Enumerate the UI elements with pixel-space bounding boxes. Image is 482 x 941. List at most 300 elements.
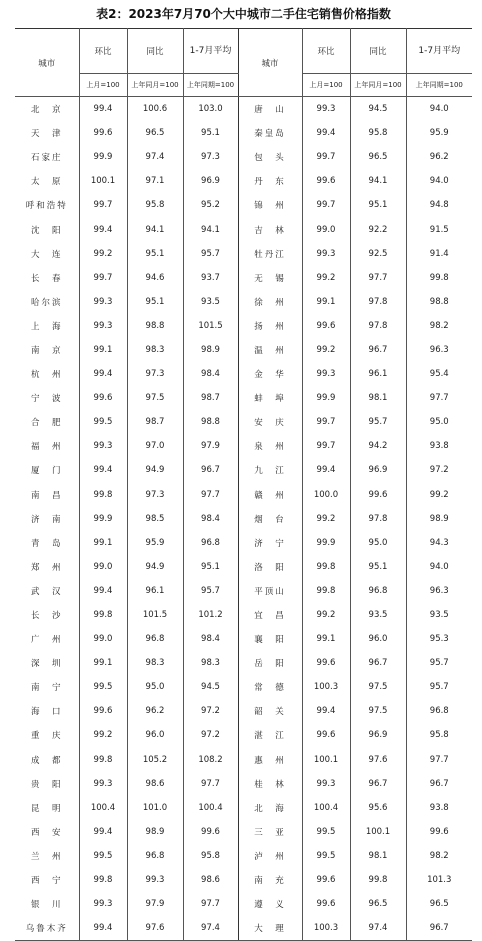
cell-yoy-left: 95.8 <box>127 193 183 217</box>
cell-city-left: 石家庄 <box>15 145 79 169</box>
table-row <box>15 145 472 169</box>
cell-city-left: 南 京 <box>15 338 79 362</box>
header-city-right: 城市 <box>238 29 302 97</box>
cell-yoy-left: 98.7 <box>127 410 183 434</box>
cell-ytd-right: 96.5 <box>429 899 449 910</box>
cell-yoy-right: 97.8 <box>350 314 406 338</box>
table-row <box>15 651 472 675</box>
cell-ytd-left: 98.4 <box>183 627 238 651</box>
table-row <box>15 458 472 482</box>
cell-city-left: 成 都 <box>15 748 79 772</box>
cell-yoy-left: 95.1 <box>127 290 183 314</box>
cell-ytd-right: 98.2 <box>429 320 449 331</box>
cell-mom-left: 99.8 <box>79 868 127 892</box>
cell-ytd-left: 101.2 <box>183 603 238 627</box>
header-mom-right: 环比 <box>302 29 350 74</box>
cell-city-right: 金 华 <box>238 362 302 386</box>
base-mom-left: 上月=100 <box>79 74 127 97</box>
table-row <box>15 266 472 290</box>
cell-city-right: 赣 州 <box>238 483 302 507</box>
table-row <box>15 603 472 627</box>
cell-mom-right: 99.3 <box>302 97 350 122</box>
cell-city-right: 锦 州 <box>238 193 302 217</box>
cell-city-left: 合 肥 <box>15 410 79 434</box>
cell-mom-left: 99.1 <box>79 651 127 675</box>
cell-ytd-left: 96.8 <box>183 531 238 555</box>
cell-mom-left: 99.8 <box>79 748 127 772</box>
base-yoy-left: 上年同月=100 <box>127 74 183 97</box>
cell-ytd-right: 96.8 <box>429 706 449 717</box>
cell-yoy-right: 97.8 <box>350 507 406 531</box>
cell-yoy-left: 101.5 <box>127 603 183 627</box>
cell-ytd-right: 96.7 <box>429 778 449 789</box>
table-row <box>15 97 472 122</box>
cell-yoy-left: 96.8 <box>127 844 183 868</box>
header-yoy-right: 同比 <box>350 29 406 74</box>
cell-yoy-left: 99.3 <box>127 868 183 892</box>
cell-city-left: 西 宁 <box>15 868 79 892</box>
table-row <box>15 820 472 844</box>
cell-yoy-left: 96.2 <box>127 699 183 723</box>
cell-yoy-left: 98.5 <box>127 507 183 531</box>
cell-city-right: 北 海 <box>238 796 302 820</box>
table-row <box>15 796 472 820</box>
table-row <box>15 483 472 507</box>
cell-ytd-right: 94.0 <box>429 176 449 187</box>
cell-yoy-right: 97.4 <box>350 916 406 941</box>
table-row <box>15 507 472 531</box>
cell-city-left: 海 口 <box>15 699 79 723</box>
cell-ytd-left: 97.7 <box>183 892 238 916</box>
cell-ytd-left: 97.7 <box>183 772 238 796</box>
cell-yoy-left: 98.3 <box>127 651 183 675</box>
cell-city-left: 沈 阳 <box>15 217 79 241</box>
cell-yoy-right: 97.8 <box>350 290 406 314</box>
cell-mom-left: 99.5 <box>79 844 127 868</box>
cell-mom-left: 99.4 <box>79 217 127 241</box>
cell-yoy-left: 98.8 <box>127 314 183 338</box>
cell-yoy-right: 95.0 <box>350 531 406 555</box>
cell-ytd-right: 99.8 <box>429 272 449 283</box>
cell-ytd-right: 95.3 <box>429 634 449 645</box>
cell-ytd-left: 95.7 <box>183 242 238 266</box>
cell-mom-left: 99.1 <box>79 531 127 555</box>
cell-mom-left: 99.4 <box>79 916 127 941</box>
cell-ytd-right: 91.5 <box>429 224 449 235</box>
cell-ytd-left: 101.5 <box>183 314 238 338</box>
cell-mom-left: 100.1 <box>79 169 127 193</box>
base-ytd-right: 上年同期=100 <box>406 74 472 97</box>
cell-yoy-left: 96.0 <box>127 723 183 747</box>
cell-yoy-right: 96.1 <box>350 362 406 386</box>
cell-city-left: 济 南 <box>15 507 79 531</box>
table-row <box>15 579 472 603</box>
cell-yoy-left: 101.0 <box>127 796 183 820</box>
cell-city-left: 杭 州 <box>15 362 79 386</box>
cell-mom-right: 99.1 <box>302 627 350 651</box>
table-row <box>15 916 472 941</box>
cell-mom-left: 99.5 <box>79 675 127 699</box>
cell-mom-right: 99.5 <box>302 820 350 844</box>
table-row <box>15 748 472 772</box>
cell-ytd-right: 93.8 <box>429 802 449 813</box>
cell-yoy-left: 98.9 <box>127 820 183 844</box>
cell-ytd-right: 95.8 <box>429 730 449 741</box>
cell-city-right: 常 德 <box>238 675 302 699</box>
cell-ytd-right: 98.2 <box>429 850 449 861</box>
cell-mom-left: 99.4 <box>79 97 127 122</box>
cell-mom-right: 99.9 <box>302 386 350 410</box>
cell-yoy-right: 98.1 <box>350 844 406 868</box>
cell-ytd-left: 96.7 <box>183 458 238 482</box>
cell-city-right: 唐 山 <box>238 97 302 122</box>
cell-mom-left: 99.0 <box>79 627 127 651</box>
cell-mom-right: 99.8 <box>302 555 350 579</box>
cell-mom-right: 99.1 <box>302 290 350 314</box>
cell-ytd-left: 98.6 <box>183 868 238 892</box>
cell-ytd-left: 95.1 <box>183 555 238 579</box>
cell-city-right: 洛 阳 <box>238 555 302 579</box>
cell-ytd-left: 103.0 <box>183 97 238 122</box>
cell-mom-left: 99.3 <box>79 892 127 916</box>
cell-mom-left: 99.6 <box>79 699 127 723</box>
cell-yoy-right: 98.1 <box>350 386 406 410</box>
cell-ytd-right: 94.8 <box>429 200 449 211</box>
cell-city-left: 深 圳 <box>15 651 79 675</box>
cell-city-left: 昆 明 <box>15 796 79 820</box>
cell-ytd-right: 94.0 <box>429 561 449 572</box>
cell-ytd-right: 96.3 <box>429 344 449 355</box>
cell-city-right: 三 亚 <box>238 820 302 844</box>
cell-yoy-left: 98.3 <box>127 338 183 362</box>
cell-city-right: 宜 昌 <box>238 603 302 627</box>
cell-ytd-right: 95.9 <box>429 128 449 139</box>
cell-yoy-right: 96.7 <box>350 338 406 362</box>
cell-yoy-left: 95.1 <box>127 242 183 266</box>
cell-ytd-left: 96.9 <box>183 169 238 193</box>
cell-yoy-right: 96.7 <box>350 772 406 796</box>
cell-mom-right: 99.5 <box>302 844 350 868</box>
cell-city-right: 岳 阳 <box>238 651 302 675</box>
cell-city-right: 泉 州 <box>238 434 302 458</box>
cell-mom-right: 99.3 <box>302 772 350 796</box>
cell-mom-left: 99.7 <box>79 266 127 290</box>
table-row <box>15 217 472 241</box>
cell-mom-right: 99.4 <box>302 458 350 482</box>
table-row <box>15 386 472 410</box>
cell-yoy-left: 97.0 <box>127 434 183 458</box>
cell-yoy-right: 96.5 <box>350 892 406 916</box>
cell-yoy-left: 98.6 <box>127 772 183 796</box>
cell-city-right: 南 充 <box>238 868 302 892</box>
cell-city-right: 桂 林 <box>238 772 302 796</box>
cell-city-left: 南 昌 <box>15 483 79 507</box>
table-row <box>15 772 472 796</box>
table-row <box>15 434 472 458</box>
cell-city-right: 烟 台 <box>238 507 302 531</box>
cell-yoy-right: 97.5 <box>350 675 406 699</box>
header-ytd-left: 1-7月平均 <box>183 29 238 74</box>
cell-ytd-right: 95.7 <box>429 682 449 693</box>
cell-city-right: 徐 州 <box>238 290 302 314</box>
cell-ytd-left: 100.4 <box>183 796 238 820</box>
cell-mom-left: 99.7 <box>79 193 127 217</box>
cell-ytd-right: 98.9 <box>429 513 449 524</box>
cell-yoy-left: 96.5 <box>127 121 183 145</box>
cell-ytd-left: 97.9 <box>183 434 238 458</box>
cell-mom-right: 99.6 <box>302 892 350 916</box>
cell-mom-left: 99.3 <box>79 772 127 796</box>
table-row <box>15 121 472 145</box>
cell-ytd-left: 98.3 <box>183 651 238 675</box>
cell-city-right: 温 州 <box>238 338 302 362</box>
cell-mom-right: 99.0 <box>302 217 350 241</box>
cell-ytd-left: 95.1 <box>183 121 238 145</box>
cell-ytd-right: 91.4 <box>429 248 449 259</box>
cell-yoy-right: 99.6 <box>350 483 406 507</box>
cell-ytd-left: 98.8 <box>183 410 238 434</box>
table-row <box>15 169 472 193</box>
cell-city-left: 太 原 <box>15 169 79 193</box>
cell-city-left: 厦 门 <box>15 458 79 482</box>
base-ytd-left: 上年同期=100 <box>183 74 238 97</box>
cell-mom-right: 99.2 <box>302 603 350 627</box>
cell-yoy-left: 95.9 <box>127 531 183 555</box>
table-row <box>15 193 472 217</box>
cell-city-right: 丹 东 <box>238 169 302 193</box>
cell-ytd-right: 96.7 <box>406 916 472 941</box>
cell-city-left: 北 京 <box>15 97 79 122</box>
cell-ytd-left: 98.4 <box>183 362 238 386</box>
cell-yoy-left: 97.4 <box>127 145 183 169</box>
cell-yoy-left: 97.1 <box>127 169 183 193</box>
cell-city-right: 济 宁 <box>238 531 302 555</box>
cell-city-right: 湛 江 <box>238 723 302 747</box>
cell-yoy-left: 94.6 <box>127 266 183 290</box>
cell-yoy-left: 94.9 <box>127 458 183 482</box>
table-row <box>15 844 472 868</box>
cell-city-left: 长 春 <box>15 266 79 290</box>
cell-ytd-right: 99.2 <box>429 489 449 500</box>
cell-ytd-right: 95.0 <box>429 417 449 428</box>
cell-city-left: 哈尔滨 <box>15 290 79 314</box>
cell-mom-right: 100.1 <box>302 748 350 772</box>
cell-city-left: 重 庆 <box>15 723 79 747</box>
cell-ytd-right: 95.4 <box>429 369 449 380</box>
cell-ytd-right: 96.3 <box>429 585 449 596</box>
cell-yoy-right: 96.5 <box>350 145 406 169</box>
table-row <box>15 868 472 892</box>
cell-mom-right: 99.6 <box>302 314 350 338</box>
cell-city-left: 郑 州 <box>15 555 79 579</box>
cell-yoy-right: 97.5 <box>350 699 406 723</box>
cell-ytd-left: 98.7 <box>183 386 238 410</box>
cell-yoy-left: 97.5 <box>127 386 183 410</box>
base-mom-right: 上月=100 <box>302 74 350 97</box>
table-row <box>15 314 472 338</box>
table-row <box>15 531 472 555</box>
cell-city-left: 广 州 <box>15 627 79 651</box>
cell-ytd-left: 93.5 <box>183 290 238 314</box>
cell-yoy-right: 96.7 <box>350 651 406 675</box>
cell-city-right: 九 江 <box>238 458 302 482</box>
cell-ytd-left: 94.1 <box>183 217 238 241</box>
cell-yoy-right: 95.1 <box>350 555 406 579</box>
cell-mom-right: 99.6 <box>302 868 350 892</box>
table-title: 表2：2023年7月70个大中城市二手住宅销售价格指数 <box>96 7 391 21</box>
cell-mom-left: 99.5 <box>79 410 127 434</box>
cell-yoy-left: 97.9 <box>127 892 183 916</box>
cell-ytd-right: 96.2 <box>429 152 449 163</box>
cell-mom-right: 99.2 <box>302 507 350 531</box>
cell-city-right: 扬 州 <box>238 314 302 338</box>
cell-city-right: 平顶山 <box>238 579 302 603</box>
cell-city-right: 襄 阳 <box>238 627 302 651</box>
cell-city-left: 福 州 <box>15 434 79 458</box>
cell-mom-right: 99.3 <box>302 362 350 386</box>
cell-yoy-right: 93.5 <box>350 603 406 627</box>
cell-ytd-left: 97.4 <box>183 916 238 941</box>
cell-city-right: 安 庆 <box>238 410 302 434</box>
cell-city-right: 大 理 <box>238 916 302 941</box>
cell-mom-right: 99.6 <box>302 169 350 193</box>
cell-city-right: 吉 林 <box>238 217 302 241</box>
cell-yoy-right: 96.9 <box>350 723 406 747</box>
cell-yoy-left: 94.9 <box>127 555 183 579</box>
cell-mom-right: 99.4 <box>302 121 350 145</box>
cell-yoy-left: 100.6 <box>127 97 183 122</box>
table-row <box>15 555 472 579</box>
cell-yoy-right: 96.9 <box>350 458 406 482</box>
cell-ytd-right: 95.7 <box>429 658 449 669</box>
cell-city-left: 大 连 <box>15 242 79 266</box>
table-row <box>15 290 472 314</box>
cell-yoy-right: 95.6 <box>350 796 406 820</box>
cell-yoy-left: 97.3 <box>127 362 183 386</box>
cell-mom-right: 99.6 <box>302 651 350 675</box>
cell-ytd-right: 97.2 <box>429 465 449 476</box>
cell-mom-right: 99.6 <box>302 723 350 747</box>
cell-city-right: 惠 州 <box>238 748 302 772</box>
cell-ytd-left: 97.3 <box>183 145 238 169</box>
cell-city-right: 遵 义 <box>238 892 302 916</box>
cell-city-left: 青 岛 <box>15 531 79 555</box>
header-mom-left: 环比 <box>79 29 127 74</box>
cell-city-left: 乌鲁木齐 <box>15 916 79 941</box>
header-ytd-right: 1-7月平均 <box>406 29 472 74</box>
cell-ytd-left: 97.2 <box>183 699 238 723</box>
cell-city-left: 银 川 <box>15 892 79 916</box>
cell-yoy-right: 92.2 <box>350 217 406 241</box>
cell-yoy-left: 96.1 <box>127 579 183 603</box>
cell-ytd-left: 98.4 <box>183 507 238 531</box>
table-row <box>15 627 472 651</box>
cell-city-left: 武 汉 <box>15 579 79 603</box>
cell-yoy-left: 105.2 <box>127 748 183 772</box>
cell-ytd-left: 95.2 <box>183 193 238 217</box>
cell-mom-left: 99.1 <box>79 338 127 362</box>
cell-mom-right: 99.2 <box>302 338 350 362</box>
cell-ytd-right: 93.5 <box>429 610 449 621</box>
cell-mom-right: 99.7 <box>302 410 350 434</box>
cell-ytd-left: 95.7 <box>183 579 238 603</box>
cell-mom-left: 99.6 <box>79 386 127 410</box>
cell-mom-left: 99.4 <box>79 458 127 482</box>
table-body <box>15 97 472 941</box>
cell-ytd-left: 108.2 <box>183 748 238 772</box>
cell-yoy-right: 95.7 <box>350 410 406 434</box>
table-row <box>15 410 472 434</box>
price-index-table <box>15 28 472 941</box>
cell-ytd-right: 94.3 <box>429 537 449 548</box>
cell-yoy-right: 99.8 <box>350 868 406 892</box>
cell-mom-left: 99.8 <box>79 483 127 507</box>
cell-mom-right: 100.0 <box>302 483 350 507</box>
cell-mom-left: 99.9 <box>79 507 127 531</box>
cell-mom-left: 99.3 <box>79 314 127 338</box>
cell-yoy-right: 95.1 <box>350 193 406 217</box>
table-row <box>15 699 472 723</box>
cell-mom-left: 99.9 <box>79 145 127 169</box>
cell-mom-left: 100.4 <box>79 796 127 820</box>
cell-city-left: 南 宁 <box>15 675 79 699</box>
table-row <box>15 362 472 386</box>
cell-yoy-right: 100.1 <box>350 820 406 844</box>
cell-yoy-right: 97.7 <box>350 266 406 290</box>
cell-city-left: 上 海 <box>15 314 79 338</box>
cell-yoy-right: 96.8 <box>350 579 406 603</box>
cell-mom-right: 100.4 <box>302 796 350 820</box>
cell-mom-left: 99.8 <box>79 603 127 627</box>
cell-mom-right: 99.3 <box>302 242 350 266</box>
cell-city-left: 西 安 <box>15 820 79 844</box>
base-yoy-right: 上年同月=100 <box>350 74 406 97</box>
cell-city-left: 宁 波 <box>15 386 79 410</box>
cell-mom-right: 99.2 <box>302 266 350 290</box>
cell-city-right: 秦皇岛 <box>238 121 302 145</box>
cell-mom-left: 99.3 <box>79 434 127 458</box>
header-city-left: 城市 <box>15 29 79 97</box>
cell-yoy-right: 97.6 <box>350 748 406 772</box>
cell-mom-left: 99.2 <box>79 723 127 747</box>
cell-ytd-left: 97.7 <box>183 483 238 507</box>
cell-ytd-right: 99.6 <box>429 826 449 837</box>
cell-yoy-left: 97.6 <box>127 916 183 941</box>
cell-city-left: 天 津 <box>15 121 79 145</box>
cell-mom-left: 99.4 <box>79 362 127 386</box>
cell-ytd-right: 97.7 <box>429 393 449 404</box>
cell-yoy-right: 94.2 <box>350 434 406 458</box>
cell-mom-right: 100.3 <box>302 675 350 699</box>
cell-ytd-left: 97.2 <box>183 723 238 747</box>
cell-ytd-left: 94.5 <box>183 675 238 699</box>
table-row <box>15 338 472 362</box>
cell-ytd-right: 93.8 <box>429 441 449 452</box>
cell-yoy-right: 94.5 <box>350 97 406 122</box>
cell-ytd-right: 97.7 <box>429 754 449 765</box>
cell-mom-left: 99.3 <box>79 290 127 314</box>
cell-ytd-right: 94.0 <box>429 104 449 115</box>
cell-mom-left: 99.2 <box>79 242 127 266</box>
cell-city-right: 韶 关 <box>238 699 302 723</box>
table-row <box>15 723 472 747</box>
cell-yoy-left: 94.1 <box>127 217 183 241</box>
table-row <box>15 892 472 916</box>
cell-ytd-left: 98.9 <box>183 338 238 362</box>
cell-mom-right: 99.9 <box>302 531 350 555</box>
cell-ytd-left: 93.7 <box>183 266 238 290</box>
cell-ytd-right: 98.8 <box>429 296 449 307</box>
